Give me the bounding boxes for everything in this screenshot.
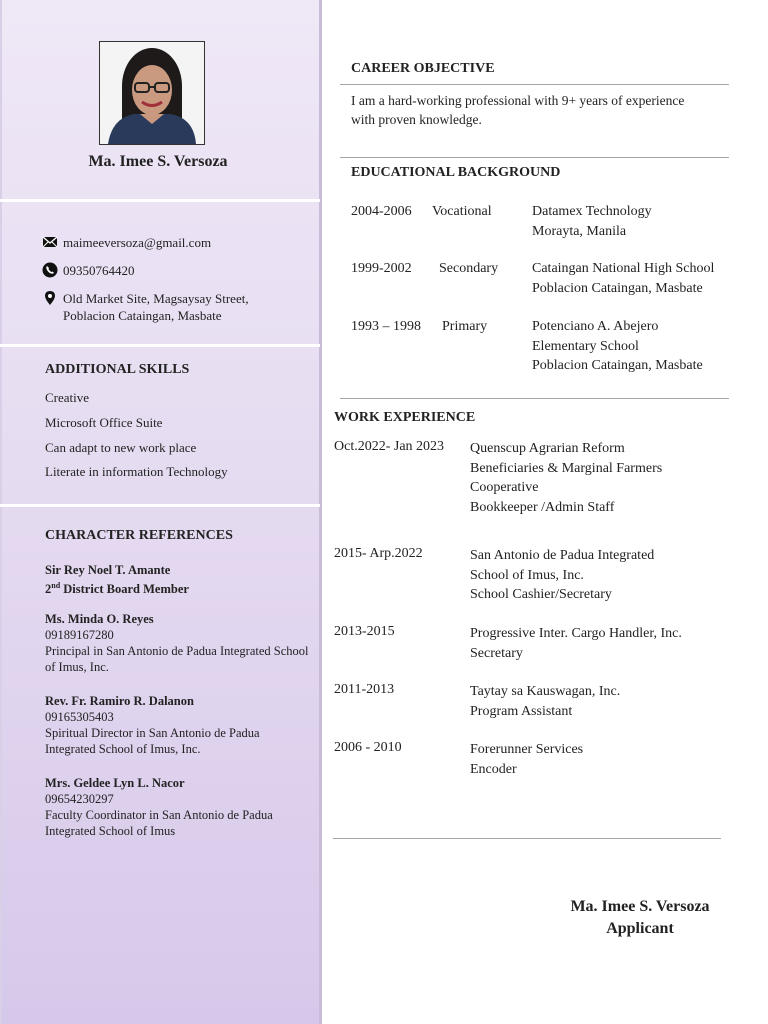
reference-title: 2nd District Board Member (45, 581, 189, 597)
reference-phone: 09189167280 (45, 628, 114, 642)
work-date: Oct.2022- Jan 2023 (334, 439, 445, 454)
reference-phone: 09654230297 (45, 792, 114, 806)
edu-years: 1993 – 1998 (351, 319, 421, 334)
address-row (42, 290, 249, 324)
work-entry: Progressive Inter. Cargo Handler, Inc. Secretary (470, 626, 682, 661)
edu-school: Datamex Technology Morayta, Manila (532, 204, 652, 239)
sidebar-divider (0, 344, 320, 347)
skill-item: Microsoft Office Suite (45, 415, 163, 430)
edu-level: Secondary (439, 261, 499, 276)
phone-text: 09350764420 (63, 263, 135, 278)
profile-photo (99, 41, 205, 145)
objective-text: I am a hard-working professional with 9+ years of experience with proven knowledge. (351, 93, 685, 127)
work-date: 2011-2013 (334, 682, 395, 697)
work-entry: San Antonio de Padua Integrated School of Imus, Inc. School Cashier/Secretary (470, 548, 655, 602)
skill-item: Creative (45, 390, 90, 405)
signature-name: Ma. Imee S. Versoza (570, 898, 710, 915)
divider (333, 838, 721, 839)
map-pin-icon (42, 290, 58, 306)
reference-desc: Faculty Coordinator in San Antonio de Padua Integrated School of Imus (45, 808, 273, 838)
references-heading: CHARACTER REFERENCES (45, 528, 233, 543)
sidebar-divider (0, 199, 320, 202)
edu-school: Potenciano A. Abejero Elementary School Poblacion Cataingan, Masbate (532, 319, 703, 373)
reference-name: Mrs. Geldee Lyn L. Nacor (45, 776, 185, 790)
address-text: Old Market Site, Magsaysay Street, Poblacion Cataingan, Masbate (63, 291, 249, 323)
divider (340, 157, 729, 158)
reference-1 (45, 562, 310, 597)
skill-item: Can adapt to new work place (45, 440, 197, 455)
work-date: 2013-2015 (334, 624, 395, 639)
envelope-icon (42, 234, 58, 250)
work-entry: Taytay sa Kauswagan, Inc. Program Assistant (470, 684, 621, 719)
work-date: 2015- Arp.2022 (334, 546, 423, 561)
reference-4 (45, 775, 310, 839)
edu-level: Primary (442, 319, 488, 334)
edu-years: 1999-2002 (351, 261, 412, 276)
work-date: 2006 - 2010 (334, 740, 402, 755)
phone-row (42, 262, 135, 279)
objective-heading: CAREER OBJECTIVE (351, 61, 495, 76)
reference-2 (45, 611, 310, 675)
reference-name: Rev. Fr. Ramiro R. Dalanon (45, 694, 194, 708)
sidebar-divider (0, 504, 320, 507)
edu-school: Cataingan National High School Poblacion Cataingan, Masbate (532, 261, 715, 296)
reference-name: Ms. Minda O. Reyes (45, 612, 154, 626)
signature-block (560, 896, 720, 940)
divider (340, 398, 729, 399)
work-entry: Quenscup Agrarian Reform Beneficiaries & Marginal Farmers Cooperative Bookkeeper /Admin Staff (470, 441, 663, 515)
reference-3 (45, 693, 310, 757)
reference-name: Sir Rey Noel T. Amante (45, 563, 171, 577)
reference-phone: 09165305403 (45, 710, 114, 724)
email-text: maimeeversoza@gmail.com (63, 235, 212, 250)
skill-item: Literate in information Technology (45, 464, 228, 479)
skills-heading: ADDITIONAL SKILLS (45, 362, 190, 377)
applicant-name: Ma. Imee S. Versoza (88, 153, 228, 170)
signature-role: Applicant (606, 920, 674, 937)
edu-level: Vocational (432, 204, 492, 219)
reference-desc: Principal in San Antonio de Padua Integrated School of Imus, Inc. (45, 644, 309, 674)
work-heading: WORK EXPERIENCE (334, 410, 476, 425)
email-row (42, 234, 211, 251)
education-heading: EDUCATIONAL BACKGROUND (351, 165, 561, 180)
edu-years: 2004-2006 (351, 204, 412, 219)
phone-icon (42, 262, 58, 278)
work-entry: Forerunner Services Encoder (470, 742, 584, 777)
divider (340, 84, 729, 85)
reference-desc: Spiritual Director in San Antonio de Padua Integrated School of Imus, Inc. (45, 726, 260, 756)
